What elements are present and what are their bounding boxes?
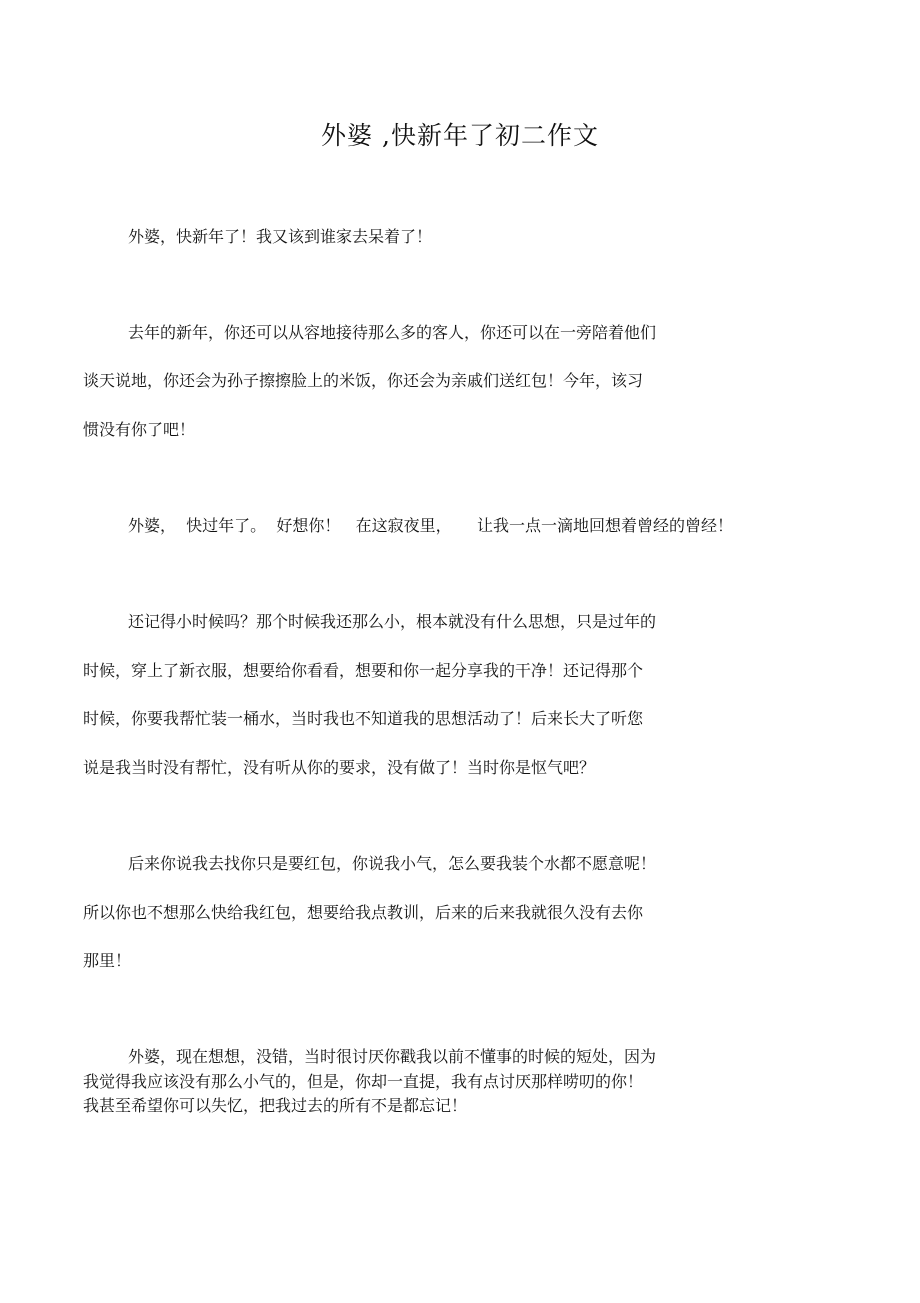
paragraph-4-line-2: 时候，穿上了新衣服，想要给你看看，想要和你一起分享我的干净！还记得那个	[83, 661, 644, 680]
paragraph-2-line-3: 惯没有你了吧！	[83, 420, 196, 439]
paragraph-2-line-1: 去年的新年，你还可以从容地接待那么多的客人，你还可以在一旁陪着他们	[128, 323, 657, 342]
paragraph-1-line-1: 外婆，快新年了！我又该到谁家去呆着了！	[128, 227, 433, 246]
paragraph-3-line-1: 外婆， 快过年了。 好想你！ 在这寂夜里， 让我一点一滴地回想着曾经的曾经！	[128, 516, 734, 535]
paragraph-6-line-2: 我觉得我应该没有那么小气的，但是，你却一直提，我有点讨厌那样唠叨的你！	[83, 1072, 644, 1091]
paragraph-4-line-3: 时候，你要我帮忙装一桶水，当时我也不知道我的思想活动了！后来长大了听您	[83, 709, 644, 728]
paragraph-5-line-1: 后来你说我去找你只是要红包，你说我小气，怎么要我装个水都不愿意呢！	[128, 854, 657, 873]
paragraph-5-line-3: 那里！	[83, 951, 132, 970]
document-title: 外婆 ,快新年了初二作文	[321, 121, 599, 150]
paragraph-6-line-3: 我甚至希望你可以失忆，把我过去的所有不是都忘记！	[83, 1096, 468, 1115]
paragraph-2-line-2: 谈天说地，你还会为孙子擦擦脸上的米饭，你还会为亲戚们送红包！今年，该习	[83, 371, 644, 390]
paragraph-5-line-2: 所以你也不想那么快给我红包，想要给我点教训，后来的后来我就很久没有去你	[83, 903, 644, 922]
paragraph-4-line-1: 还记得小时候吗？那个时候我还那么小，根本就没有什么思想，只是过年的	[128, 612, 657, 631]
paragraph-4-line-4: 说是我当时没有帮忙，没有听从你的要求，没有做了！当时你是怄气吧？	[83, 758, 596, 777]
paragraph-6-line-1: 外婆，现在想想，没错，当时很讨厌你戳我以前不懂事的时候的短处，因为	[128, 1047, 657, 1066]
